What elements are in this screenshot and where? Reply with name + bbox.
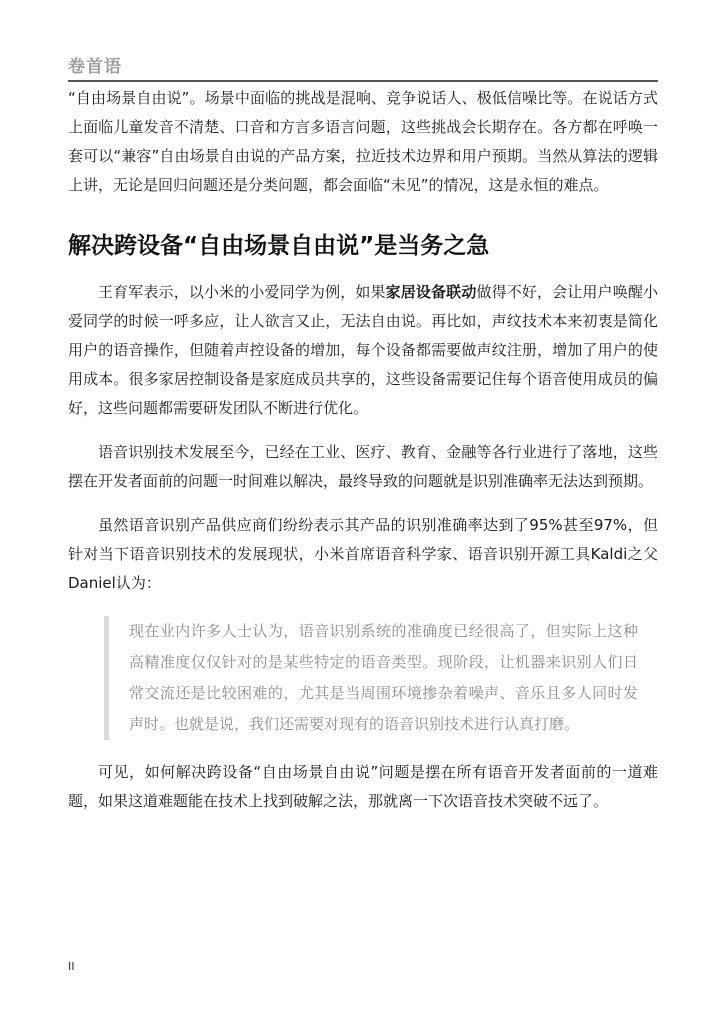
body-paragraph-1 — [68, 278, 658, 423]
paragraph-1-text-after: 做得不好，会让用户唤醒小爱同学的时候一呼多应，让人欲言又止，无法自由说。再比如，声纹技术本来初衷是简化用户的语音操作，但随着声控设备的增加，每个设备都需要做声纹注册，增加了用户的使用成本。很多家居控制设备是家庭成员共享的，这些设备需要记住每个语音使用成员的偏好，这些问题都需要研发团队不断进行优化。 — [68, 283, 658, 417]
body-paragraph-4: 可见，如何解决跨设备“自由场景自由说”问题是摆在所有语音开发者面前的一道难题，如果这道难题能在技术上找到破解之法，那就离一下次语音技术突破不远了。 — [68, 763, 658, 810]
running-header-title: 卷首语 — [68, 57, 122, 77]
body-paragraph-3: 虽然语音识别产品供应商们纷纷表示其产品的识别准确率达到了95%甚至97%，但针对当下语音识别技术的发展现状，小米首席语音科学家、语音识别开源工具Kaldi之父Daniel认为： — [68, 516, 658, 592]
block-quote: 现在业内许多人士认为，语音识别系统的准确度已经很高了，但实际上这种高精准度仅仅针对的是某些特定的语音类型。现阶段，让机器来识别人们日常交流还是比较困难的，尤其是当周围环境掺杂着噪声、音乐且多人同时发声时。也就是说，我们还需要对现有的语音识别技术进行认真打磨。 — [104, 616, 658, 740]
intro-paragraph: “自由场景自由说”。场景中面临的挑战是混响、竞争说话人、极低信噪比等。在说话方式上面临儿童发音不清楚、口音和方言多语言问题，这些挑战会长期存在。各方都在呼唤一套可以“兼容”自由场景自由说的产品方案，拉近技术边界和用户预期。当然从算法的逻辑上讲，无论是回归问题还是分类问题，都会面临“未见”的情况，这是永恒的难点。 — [68, 89, 658, 194]
running-header — [68, 48, 658, 82]
section-heading: 解决跨设备“自由场景自由说”是当务之急 — [68, 233, 490, 259]
paragraph-1-emphasis: 家居设备联动 — [385, 283, 477, 301]
page-number: II — [68, 960, 75, 973]
paragraph-1-text-before: 王育军表示，以小米的小爱同学为例，如果 — [98, 283, 386, 301]
page-body — [68, 84, 658, 816]
body-paragraph-2: 语音识别技术发展至今，已经在工业、医疗、教育、金融等各行业进行了落地，这些摆在开发者面前的问题一时间难以解决，最终导致的问题就是识别准确率无法达到预期。 — [68, 443, 658, 490]
